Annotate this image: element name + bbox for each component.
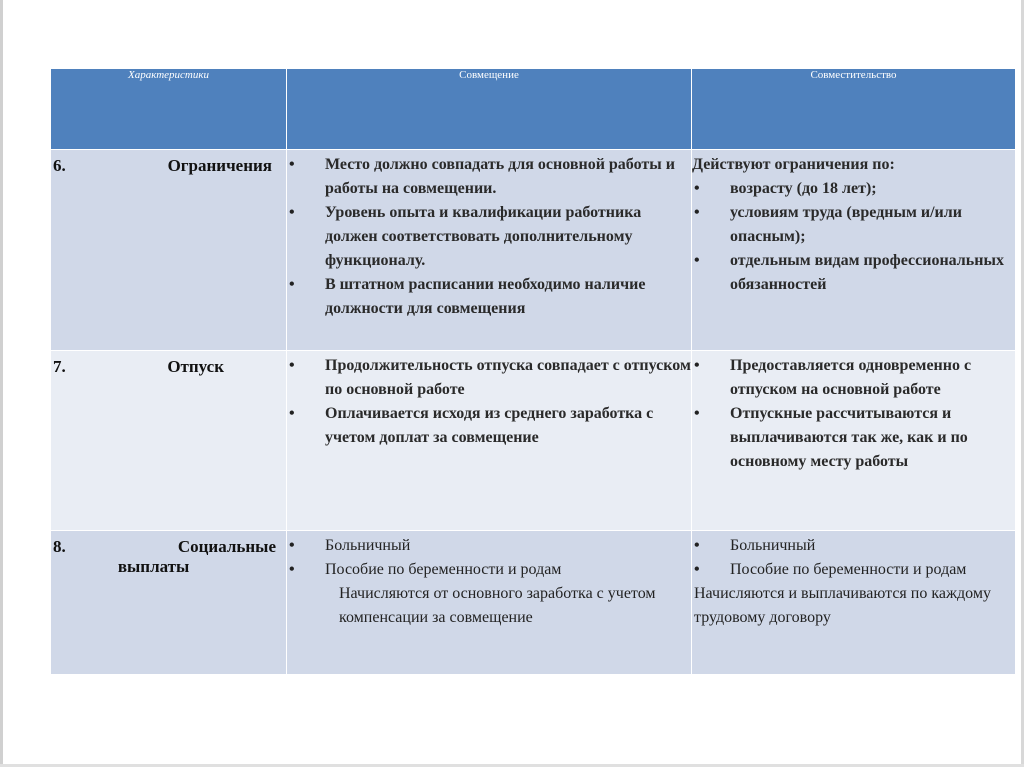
row-number: 6. [53, 156, 66, 175]
row-number: 7. [53, 357, 66, 376]
list-item: • условиям труда (вредным и/или опасным); [692, 201, 1015, 249]
part-time-cell [692, 531, 1016, 675]
table-row-vacation [51, 351, 1016, 531]
combination-note: Начисляются от основного заработка с учетом компенсации за совмещение [339, 585, 656, 626]
characteristic-name-line1: Социальные [177, 537, 276, 556]
table-row-restrictions [51, 150, 1016, 351]
part-time-note: Начисляются и выплачиваются по каждому трудовому договору [694, 585, 991, 626]
list-item: • Предоставляется одновременно с отпуском на основной работе [692, 354, 1015, 402]
list-item: • В штатном расписании необходимо наличие должности для совмещения [287, 273, 691, 321]
list-item: • Больничный [287, 534, 691, 558]
list-item: • Отпускные рассчитываются и выплачиваются так же, как и по основному месту работы [692, 402, 1015, 474]
list-item: • Место должно совпадать для основной работы и работы на совмещении. [287, 153, 691, 201]
header-row [51, 69, 1016, 150]
slide-border-left [0, 0, 3, 767]
characteristic-cell [51, 531, 287, 675]
list-item: • Продолжительность отпуска совпадает с отпуском по основной работе [287, 354, 691, 402]
part-time-cell [692, 351, 1016, 531]
list-item: • Больничный [692, 534, 1015, 558]
list-item: • Уровень опыта и квалификации работника должен соответствовать дополнительному функционалу. [287, 201, 691, 273]
header-characteristics: Характеристики [51, 69, 287, 150]
table-row-social-payments [51, 531, 1016, 675]
combination-list [287, 534, 691, 582]
combination-list [287, 354, 691, 450]
combination-list [287, 153, 691, 321]
characteristic-name [117, 537, 276, 577]
part-time-cell [692, 150, 1016, 351]
part-time-list [692, 177, 1015, 297]
characteristic-cell [51, 150, 287, 351]
part-time-list [692, 534, 1015, 582]
list-item: • возрасту (до 18 лет); [692, 177, 1015, 201]
header-part-time: Совместительство [692, 69, 1016, 150]
header-combination: Совмещение [287, 69, 692, 150]
characteristic-name-line2: выплаты [117, 557, 190, 576]
combination-cell [287, 150, 692, 351]
list-item: • Пособие по беременности и родам [287, 558, 691, 582]
combination-cell [287, 351, 692, 531]
restrictions-intro: Действуют ограничения по: [692, 156, 895, 173]
characteristic-name: Отпуск [167, 357, 224, 376]
part-time-list [692, 354, 1015, 474]
list-item: • отдельным видам профессиональных обязанностей [692, 249, 1015, 297]
characteristic-cell [51, 351, 287, 531]
characteristic-name: Ограничения [167, 156, 272, 175]
row-number: 8. [53, 537, 66, 556]
list-item: • Пособие по беременности и родам [692, 558, 1015, 582]
combination-cell [287, 531, 692, 675]
list-item: • Оплачивается исходя из среднего заработка с учетом доплат за совмещение [287, 402, 691, 450]
comparison-table [50, 68, 1016, 675]
